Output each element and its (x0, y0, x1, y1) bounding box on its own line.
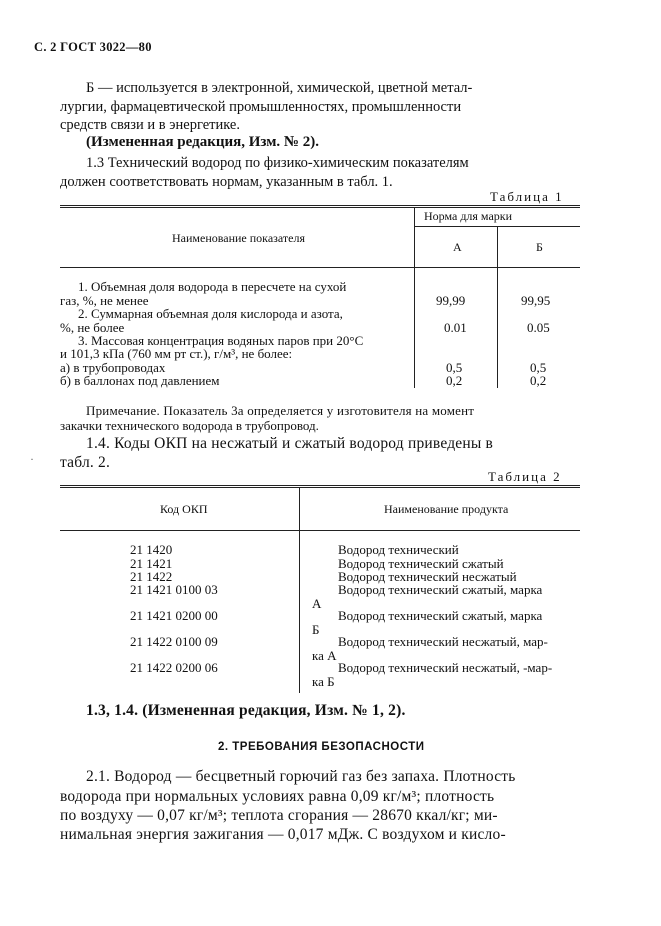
table2-header-rule (60, 530, 580, 531)
section-2-line-4: нимальная энергия зажигания — 0,017 мДж. С воздухом и кисло- (60, 826, 506, 843)
amendment-note-2: 1.3, 1.4. (Измененная редакция, Изм. № 1, 2). (86, 702, 406, 719)
note-line-1: Примечание. Показатель 3а определяется у изготовителя на момент (86, 403, 475, 418)
table1-row2-b: 0.05 (527, 320, 550, 335)
table2-row7-name-1: Водород технический несжатый, -мар- (338, 660, 553, 675)
section-2-title: 2. ТРЕБОВАНИЯ БЕЗОПАСНОСТИ (218, 741, 425, 753)
table1-row3-label-1: 3. Массовая концентрация водяных паров при 20°С (78, 333, 364, 348)
table1-top-border (60, 205, 580, 208)
table2-row3-code: 21 1422 (130, 569, 173, 584)
table2-row2-code: 21 1421 (130, 556, 173, 571)
stray-mark: · (30, 452, 34, 466)
page-header: С. 2 ГОСТ 3022—80 (34, 40, 152, 54)
note-line-2: закачки технического водорода в трубопровод. (60, 418, 319, 433)
clause-1-3-line-1: 1.3 Технический водород по физико-химическим показателям (86, 155, 469, 171)
table2-row6-name-2: ка А (312, 648, 337, 663)
table1-row1-label-1: 1. Объемная доля водорода в пересчете на сухой (78, 279, 347, 294)
intro-line-3: средств связи и в энергетике. (60, 117, 240, 133)
table2-row4-name-1: Водород технический сжатый, марка (338, 582, 543, 597)
table2-row1-code: 21 1420 (130, 542, 173, 557)
table2-row4-code: 21 1421 0100 03 (130, 582, 218, 597)
table1-norm-rule (414, 226, 580, 227)
table1-divider-ab (497, 226, 498, 388)
section-2-line-1: 2.1. Водород — бесцветный горючий газ без запаха. Плотность (86, 768, 516, 785)
section-2-line-3: по воздуху — 0,07 кг/м³; теплота сгорания — 28670 ккал/кг; ми- (60, 807, 498, 824)
table2-row5-code: 21 1421 0200 00 (130, 608, 218, 623)
table1-row3a-label: а) в трубопроводах (60, 360, 166, 375)
table1-row3-label-2: и 101,3 кПа (760 мм рт ст.), г/м³, не более: (60, 346, 293, 361)
table2-row5-name-1: Водород технический сжатый, марка (338, 608, 543, 623)
table1-row3b-a: 0,2 (446, 373, 463, 388)
table1-row1-b: 99,95 (521, 293, 551, 308)
clause-1-4-line-2: табл. 2. (60, 454, 111, 471)
table2-row7-code: 21 1422 0200 06 (130, 660, 218, 675)
table1-row1-label-2: газ, %, не менее (60, 293, 149, 308)
table1-header-rule (60, 267, 580, 268)
table1-header-norm: Норма для марки (424, 209, 513, 223)
table1-caption: Таблица 1 (490, 189, 564, 204)
table2-top-border (60, 485, 580, 488)
table1-row3b-label: б) в баллонах под давлением (60, 373, 220, 388)
table1-row3a-b: 0,5 (530, 360, 547, 375)
table1-divider-name (414, 207, 415, 388)
table1-header-name: Наименование показателя (172, 231, 305, 245)
table2-row1-name: Водород технический (338, 542, 459, 557)
table2-row7-name-2: ка Б (312, 674, 335, 689)
table2-divider (299, 487, 300, 693)
table2-row5-name-2: Б (312, 622, 320, 637)
table1-row2-label-1: 2. Суммарная объемная доля кислорода и азота, (78, 306, 343, 321)
table1-row3b-b: 0,2 (530, 373, 547, 388)
table2-row2-name: Водород технический сжатый (338, 556, 504, 571)
clause-1-4-line-1: 1.4. Коды ОКП на несжатый и сжатый водород приведены в (86, 435, 494, 452)
table2-caption: Таблица 2 (488, 469, 562, 484)
table1-col-a: А (453, 240, 462, 254)
clause-1-3-line-2: должен соответствовать нормам, указанным в табл. 1. (60, 174, 393, 190)
table2-header-name: Наименование продукта (384, 502, 509, 516)
table1-row3a-a: 0,5 (446, 360, 463, 375)
table2-row6-name-1: Водород технический несжатый, мар- (338, 634, 548, 649)
table1-row1-a: 99,99 (436, 293, 466, 308)
table1-row2-a: 0.01 (444, 320, 467, 335)
table1-col-b: Б (536, 240, 543, 254)
section-2-line-2: водорода при нормальных условиях равна 0,09 кг/м³; плотность (60, 788, 495, 805)
table2-row3-name: Водород технический несжатый (338, 569, 517, 584)
table2-row4-name-2: А (312, 596, 322, 611)
table2-header-code: Код ОКП (160, 502, 208, 516)
intro-line-2: лургии, фармацевтической промышленностях, промышленности (60, 99, 462, 115)
table2-row6-code: 21 1422 0100 09 (130, 634, 218, 649)
amendment-note-1: (Измененная редакция, Изм. № 2). (86, 134, 320, 150)
table1-row2-label-2: %, не более (60, 320, 125, 335)
intro-line-1: Б — используется в электронной, химической, цветной метал- (86, 80, 473, 96)
